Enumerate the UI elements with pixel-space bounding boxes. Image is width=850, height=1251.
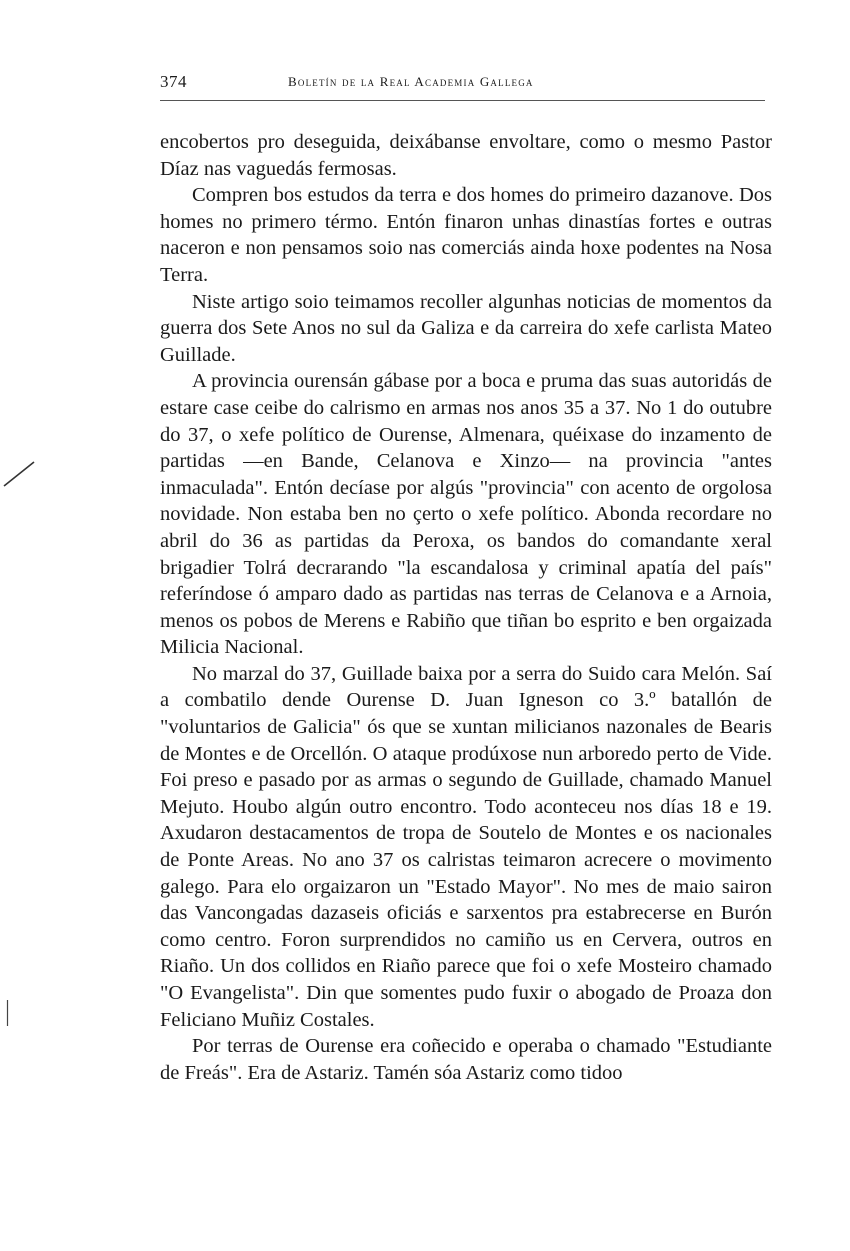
paragraph: Compren bos estudos da terra e dos homes do primeiro dazanove. Dos homes no primero térmo. Entón finaron unhas dinastías fortes e outras naceron e non pensamos soio nas comerciás ainda hoxe podentes na Nosa Terra. [160,184,772,286]
paragraph: Por terras de Ourense era coñecido e operaba o chamado "Estudiante de Freás". Era de Astariz. Tamén sóa Astariz como tidoo [160,1035,772,1084]
page-number: 374 [160,72,187,91]
running-head: Boletín de la Real Academia Gallega [288,74,534,89]
margin-pencil-mark [2,460,36,488]
paragraph: Niste artigo soio teimamos recoller algunhas noticias de momentos da guerra dos Sete Anos no sul da Galiza e da carreira do xefe carlista Mateo Guillade. [160,290,772,366]
margin-tick-mark [6,1000,9,1026]
page-header [160,68,772,98]
paragraph: encobertos pro deseguida, deixábanse envoltare, como o mesmo Pastor Díaz nas vaguedás fermosas. [160,131,772,180]
article-body [160,129,772,1086]
header-rule [160,100,765,101]
paragraph: A provincia ourensán gábase por a boca e pruma das suas autoridás de estare case ceibe do calrismo en armas nos anos 35 a 37. No 1 do outubre do 37, o xefe político de Ourense, Almenara, quéixase do inzamento de partidas —en Bande, Celanova e Xinzo— na provincia "antes inmaculada". Entón decíase por algús "provincia" con acento de orgolosa novidade. Non estaba ben no çerto o xefe político. Abonda recordare no abril do 36 as partidas da Peroxa, os bandos do comandante xeral brigadier Tolrá decrarando "la escandalosa y criminal apatía del país" referíndose ó amparo dado as partidas nas terras de Celanova e a Arnoia, menos os pobos de Merens e Rabiño que tiñan bo esprito e ben orgaizada Milicia Nacional. [160,370,772,659]
paragraph: No marzal do 37, Guillade baixa por a serra do Suido cara Melón. Saí a combatilo dende Ourense D. Juan Igneson co 3.º batallón de "voluntarios de Galicia" ós que se xuntan milicianos nazonales de Bearis de Montes e de Orcellón. O ataque prodúxose nun arboredo perto de Vide. Foi preso e pasado por as armas o segundo de Guillade, chamado Manuel Mejuto. Houbo algún outro encontro. Todo aconteceu nos días 18 e 19. Axudaron destacamentos de tropa de Soutelo de Montes e os nacionales de Ponte Areas. No ano 37 os calristas teimaron acrecere o movimento galego. Para elo orgaizaron un "Estado Mayor". No mes de maio sairon das Vancongadas dazaseis oficiás e sarxentos pra estabrecerse en Burón como centro. Foron surprendidos no camiño us en Cervera, outros en Riaño. Un dos collidos en Riaño parece que foi o xefe Mosteiro chamado "O Evangelista". Din que somentes pudo fuxir o abogado de Proaza don Feliciano Muñiz Costales. [160,662,772,1031]
